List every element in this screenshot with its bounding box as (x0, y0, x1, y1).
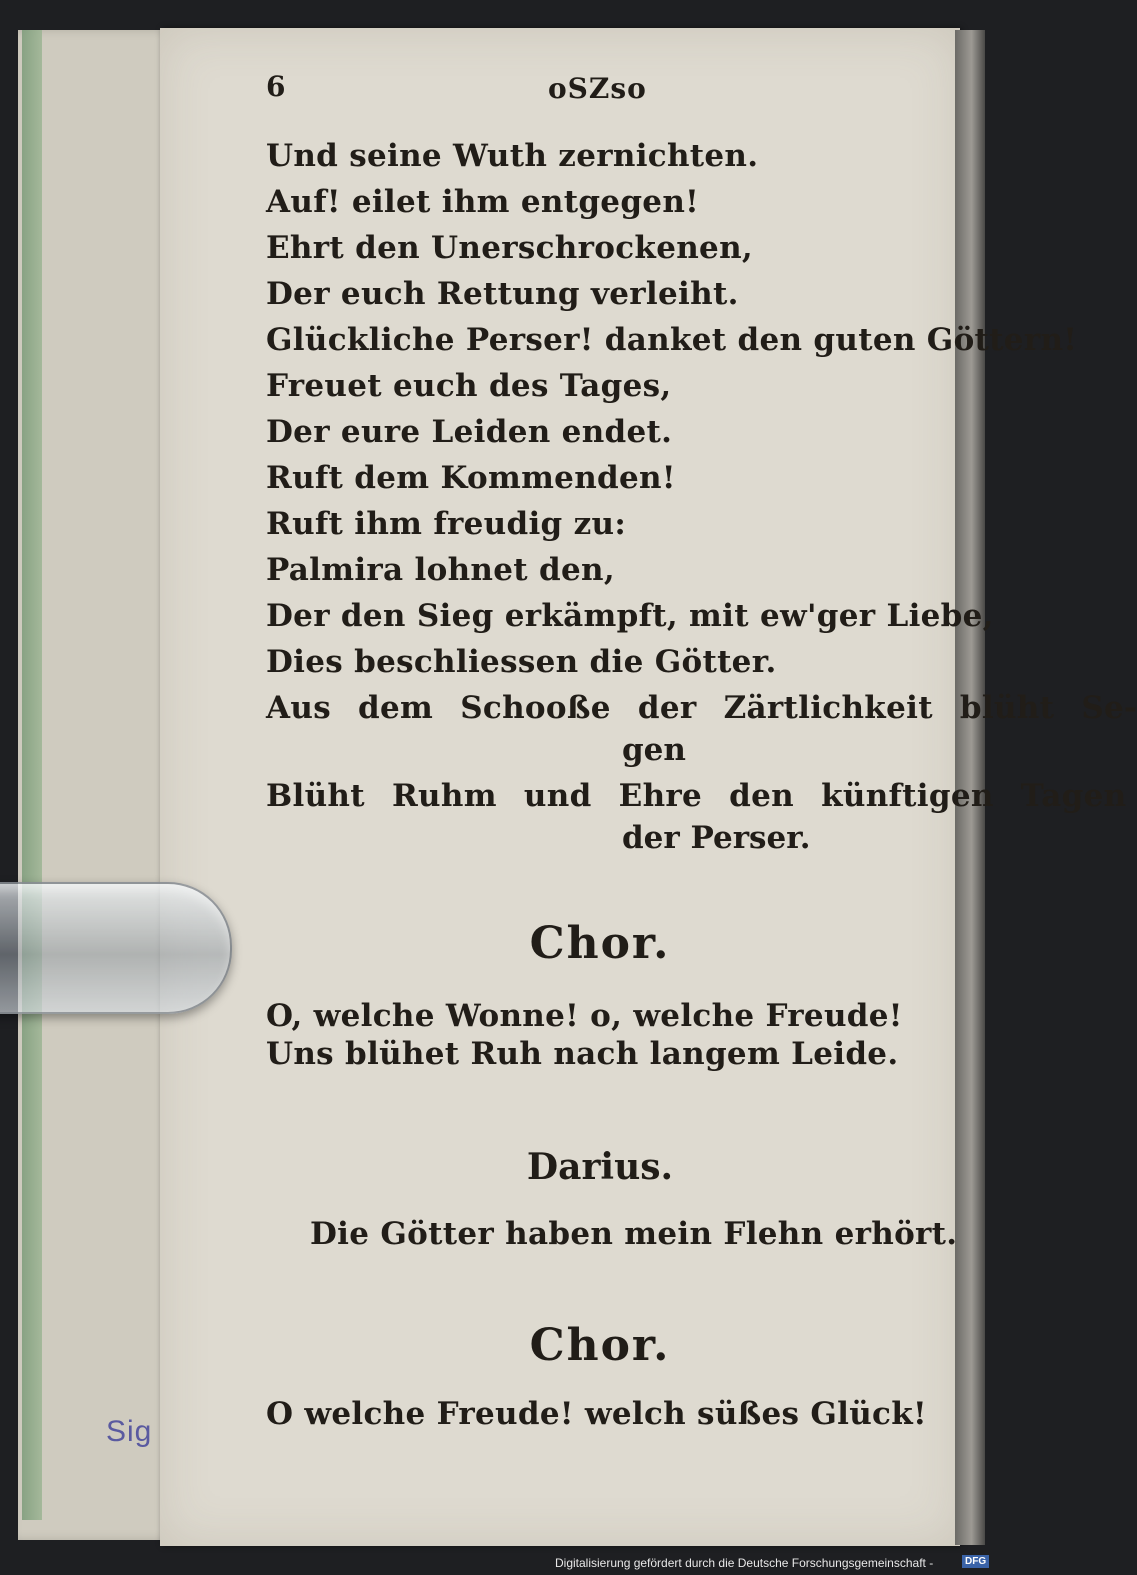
verse-line: Der eure Leiden endet. (266, 414, 673, 450)
book-edge-strip (22, 30, 42, 1520)
verse-line: Glückliche Perser! danket den guten Göttern! (266, 322, 1078, 358)
page-ornament: oSZso (548, 72, 647, 105)
verse-line: Dies beschliessen die Götter. (266, 644, 777, 680)
speaker-heading: Darius. (526, 1146, 674, 1188)
verse-line: Palmira lohnet den, (266, 552, 615, 588)
verse-line: Aus dem Schooße der Zärtlichkeit blüht Se- (266, 690, 1137, 726)
chorus-line: O welche Freude! welch süßes Glück! (266, 1396, 927, 1432)
library-stamp: Sig (106, 1415, 153, 1448)
verse-line: Der den Sieg erkämpft, mit ew'ger Liebe, (266, 598, 994, 634)
footer-credit: Digitalisierung gefördert durch die Deutsche Forschungsgemeinschaft - (555, 1556, 934, 1570)
verse-line: Und seine Wuth zernichten. (266, 138, 759, 174)
dfg-logo: DFG (962, 1555, 989, 1568)
chorus-line: Uns blühet Ruh nach langem Leide. (266, 1036, 899, 1072)
verse-line: Ruft ihm freudig zu: (266, 506, 627, 542)
verse-line: Auf! eilet ihm entgegen! (266, 184, 700, 220)
verse-line: Blüht Ruhm und Ehre den künftigen Tagen (266, 778, 1127, 814)
page-number: 6 (266, 70, 286, 103)
verse-line: Der euch Rettung verleiht. (266, 276, 739, 312)
glass-page-weight (0, 882, 232, 1014)
verse-line: Ehrt den Unerschrockenen, (266, 230, 754, 266)
speaker-line: Die Götter haben mein Flehn erhört. (310, 1216, 958, 1252)
verse-line-continuation: der Perser. (622, 820, 811, 856)
verse-line: Freuet euch des Tages, (266, 368, 672, 404)
verse-line: Ruft dem Kommenden! (266, 460, 676, 496)
chorus-heading: Chor. (529, 918, 671, 969)
chorus-line: O, welche Wonne! o, welche Freude! (266, 998, 903, 1034)
chorus-heading: Chor. (529, 1320, 671, 1371)
verse-line-continuation: gen (622, 732, 686, 768)
